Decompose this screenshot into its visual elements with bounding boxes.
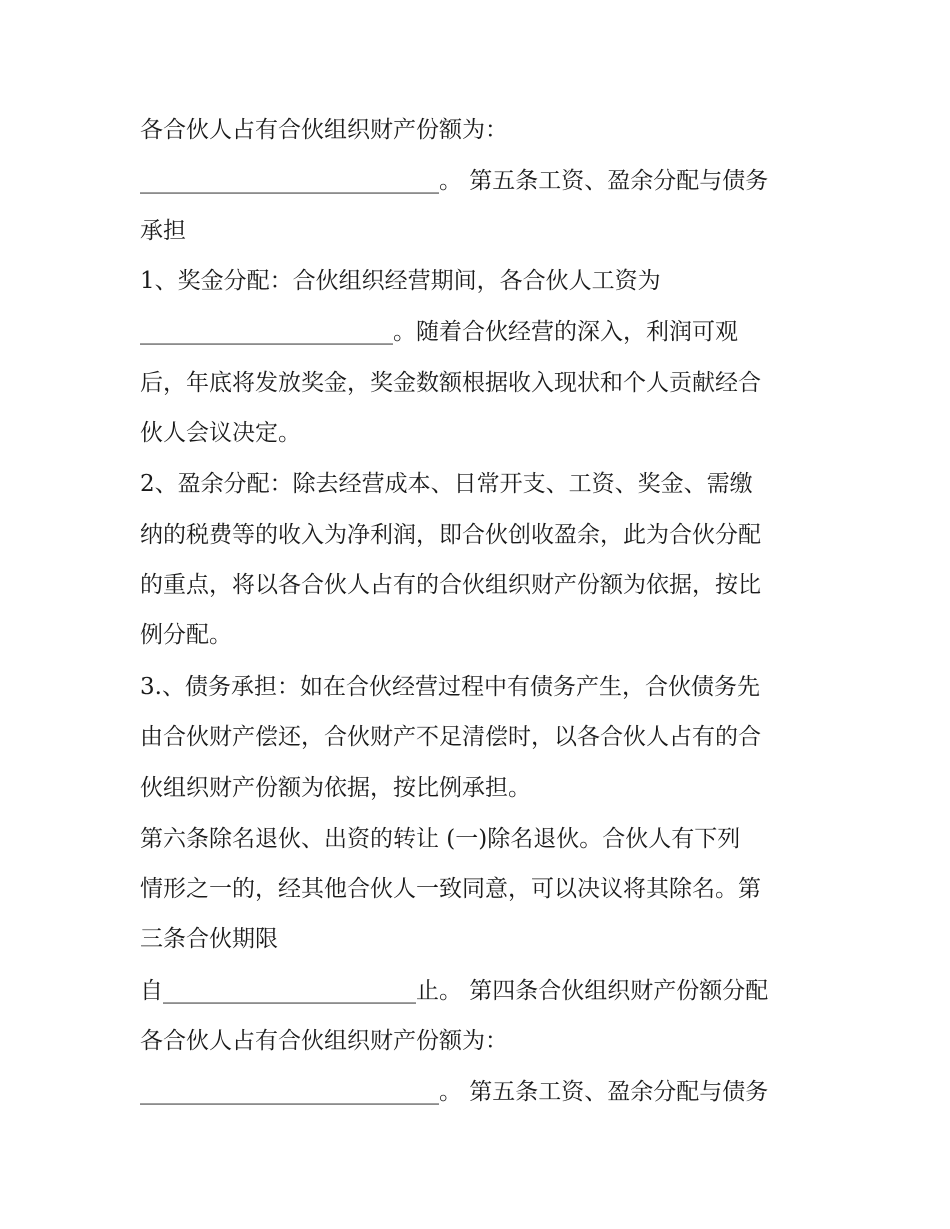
text-line: 自______________________止。 第四条合伙组织财产份额分配: [140, 978, 769, 1004]
text-line: 后，年底将发放奖金，奖金数额根据收入现状和个人贡献经合: [140, 370, 761, 396]
text-line: __________________________。 第五条工资、盈余分配与债务: [140, 168, 769, 194]
text-line: 各合伙人占有合伙组织财产份额为：: [140, 1028, 508, 1054]
text-line: 承担: [140, 218, 186, 244]
text-line: 3.、债务承担：如在合伙经营过程中有债务产生，合伙债务先: [140, 674, 760, 700]
text-line: 1、奖金分配：合伙组织经营期间，各合伙人工资为: [140, 268, 661, 294]
text-line: 纳的税费等的收入为净利润，即合伙创收盈余，此为合伙分配: [140, 522, 761, 548]
text-line: 的重点，将以各合伙人占有的合伙组织财产份额为依据，按比: [140, 572, 761, 598]
text-line: 第六条除名退伙、出资的转让 (一)除名退伙。合伙人有下列: [140, 826, 741, 852]
text-line: ______________________。随着合伙经营的深入，利润可观: [140, 319, 738, 345]
text-line: 2、盈余分配：除去经营成本、日常开支、工资、奖金、需缴: [140, 471, 753, 497]
text-line: 各合伙人占有合伙组织财产份额为：: [140, 117, 508, 143]
text-line: 伙人会议决定。: [140, 420, 301, 446]
text-line: 例分配。: [140, 622, 232, 648]
text-line: 情形之一的，经其他合伙人一致同意，可以决议将其除名。第: [140, 876, 761, 902]
text-line: 由合伙财产偿还，合伙财产不足清偿时，以各合伙人占有的合: [140, 724, 761, 750]
text-line: 伙组织财产份额为依据，按比例承担。: [140, 775, 531, 801]
text-line: 三条合伙期限: [140, 926, 278, 952]
text-line: __________________________。 第五条工资、盈余分配与债务: [140, 1079, 769, 1105]
